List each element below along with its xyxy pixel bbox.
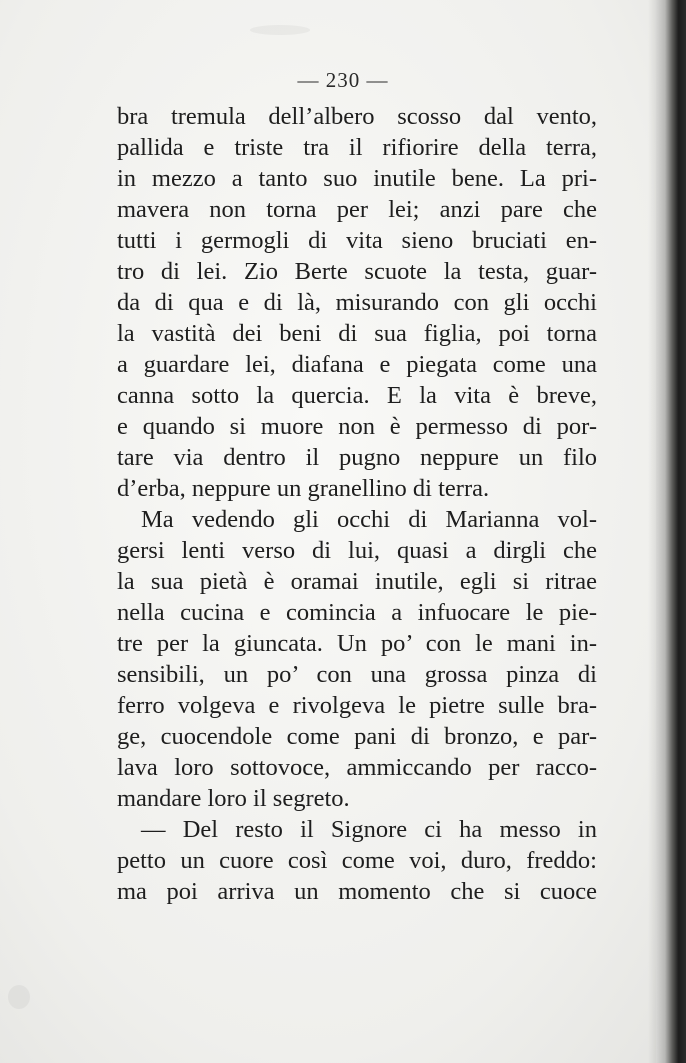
page-header <box>0 68 686 93</box>
text-line: tare via dentro il pugno neppure un filo <box>117 444 597 471</box>
paper-smudge <box>250 25 310 35</box>
text-line: d’erba, neppure un granellino di terra. <box>117 475 490 502</box>
text-line: sensibili, un po’ con una grossa pinza di <box>117 661 597 688</box>
text-line: gersi lenti verso di lui, quasi a dirgli che <box>117 537 597 564</box>
text-line: petto un cuore così come voi, duro, freddo: <box>117 847 597 874</box>
text-line: mandare loro il segreto. <box>117 785 350 812</box>
text-line: ma poi arriva un momento che si cuoce <box>117 878 597 905</box>
text-line: a guardare lei, diafana e piegata come una <box>117 351 597 378</box>
text-line: lava loro sottovoce, ammiccando per racco- <box>117 754 597 781</box>
book-spine <box>656 0 686 1063</box>
text-line: da di qua e di là, misurando con gli occhi <box>117 289 597 316</box>
text-line: la vastità dei beni di sua figlia, poi torna <box>117 320 597 347</box>
paragraph <box>117 504 597 814</box>
text-line: nella cucina e comincia a infuocare le pie- <box>117 599 597 626</box>
text-line: tro di lei. Zio Berte scuote la testa, guar- <box>117 258 597 285</box>
text-line: pallida e triste tra il rifiorire della terra, <box>117 134 597 161</box>
text-line: canna sotto la quercia. E la vita è breve, <box>117 382 597 409</box>
text-line: e quando si muore non è permesso di por- <box>117 413 597 440</box>
text-line: bra tremula dell’albero scosso dal vento, <box>117 103 597 130</box>
text-line: — Del resto il Signore ci ha messo in <box>141 816 597 843</box>
text-line: tutti i germogli di vita sieno bruciati en- <box>117 227 597 254</box>
text-line: ferro volgeva e rivolgeva le pietre sulle bra- <box>117 692 597 719</box>
paragraph <box>117 814 597 907</box>
text-line: tre per la giuncata. Un po’ con le mani in- <box>117 630 597 657</box>
page-number: — 230 — <box>297 68 389 92</box>
text-line: la sua pietà è oramai inutile, egli si ritrae <box>117 568 597 595</box>
paragraph <box>117 101 597 504</box>
page-shadow <box>648 0 656 1063</box>
text-line: in mezzo a tanto suo inutile bene. La pri- <box>117 165 597 192</box>
text-line: ge, cuocendole come pani di bronzo, e par- <box>117 723 597 750</box>
text-line: Ma vedendo gli occhi di Marianna vol- <box>141 506 597 533</box>
text-line: mavera non torna per lei; anzi pare che <box>117 196 597 223</box>
body-text <box>117 101 597 907</box>
paper-smudge <box>8 985 30 1009</box>
